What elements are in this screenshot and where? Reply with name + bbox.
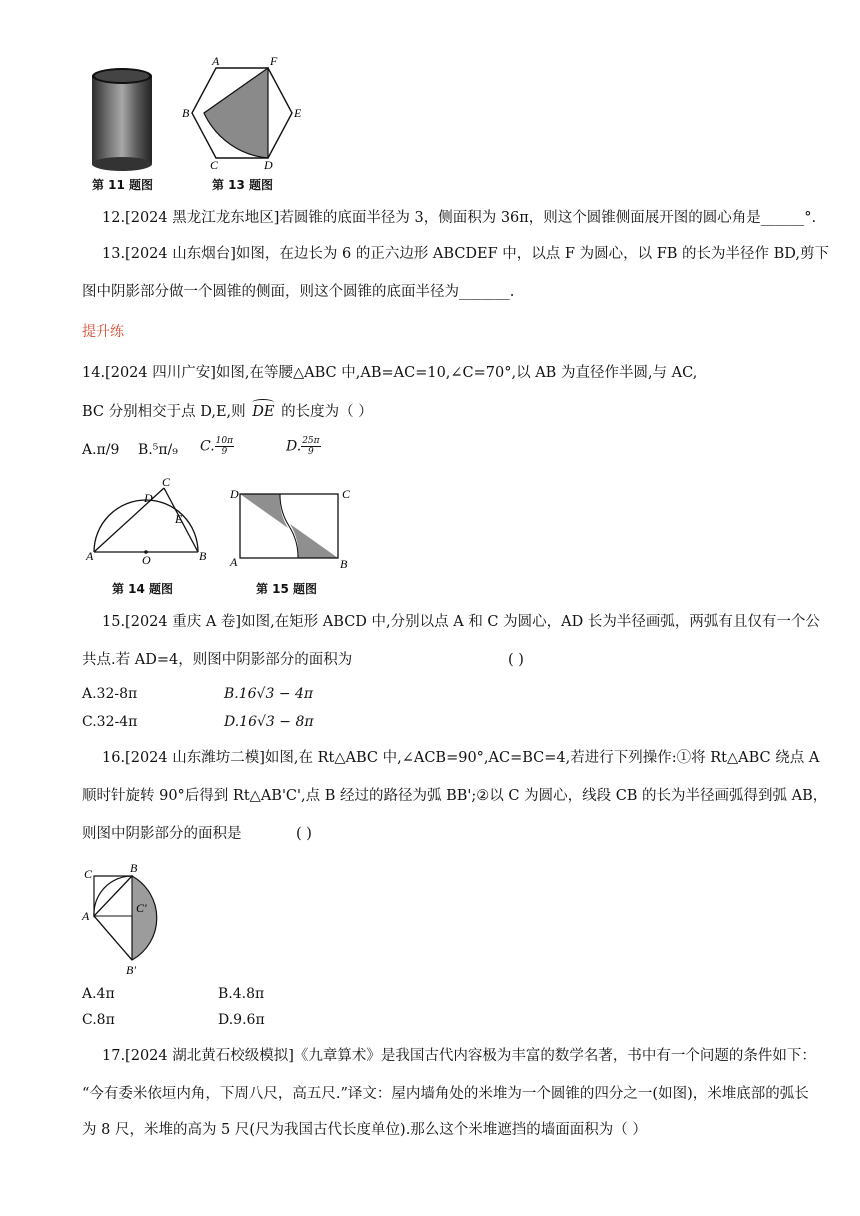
fig14-label-c: C: [162, 475, 171, 489]
section-title-improvement: 提升练: [82, 324, 124, 340]
cylinder-illustration: [82, 62, 162, 174]
q16-option-a[interactable]: A.4π: [82, 986, 115, 1002]
q15-option-a[interactable]: A.32-8π: [82, 686, 138, 702]
question-15-answer-paren: ( ): [508, 652, 524, 668]
fig16-label-b-prime: B': [126, 963, 136, 977]
fig14-label-d: D: [144, 491, 153, 505]
rectangle-arcs-diagram: [226, 484, 354, 570]
fig13-label-a: A: [212, 55, 220, 68]
q14-option-a[interactable]: A.π/9: [82, 442, 120, 458]
fig13-label-f: F: [270, 55, 278, 68]
rotation-arcs-diagram: [80, 858, 162, 978]
question-15-line1: 15.[2024 重庆 A 卷]如图,在矩形 ABCD 中,分别以点 A 和 C 为圆心，AD 长为半径画弧，两弧有且仅有一个公: [102, 614, 820, 630]
question-14-line2-prefix: BC 分别相交于点 D,E,则: [82, 404, 246, 420]
fig14-label-a: A: [86, 549, 94, 563]
question-16-line3: 则图中阴影部分的面积是: [82, 826, 242, 842]
q14-option-c-fraction: $\frac{10\pi}{9}$: [215, 436, 234, 457]
fig14-label-e: E: [175, 512, 183, 526]
hexagon-diagram: [180, 55, 310, 173]
fig13-label-d: D: [264, 158, 273, 172]
question-16-line1: 16.[2024 山东潍坊二模]如图,在 Rt△ABC 中,∠ACB=90°,AC=BC=4,若进行下列操作:①将 Rt△ABC 绕点 A: [102, 750, 820, 766]
q14-option-d-fraction: $\frac{25\pi}{9}$: [302, 436, 320, 457]
q15-option-c[interactable]: C.32-4π: [82, 714, 138, 730]
fig16-label-c-prime: C': [136, 901, 147, 915]
question-14-line2-suffix: 的长度为（ ）: [281, 404, 373, 420]
figure-13-caption: 第 13 题图: [212, 178, 274, 192]
q14-option-c[interactable]: C. $\frac{10\pi}{9}$: [200, 436, 234, 457]
fig13-label-e: E: [294, 106, 302, 120]
question-14-line1: 14.[2024 四川广安]如图,在等腰△ABC 中,AB=AC=10,∠C=70°,以 AB 为直径作半圆,与 AC,: [82, 365, 698, 381]
q15-option-d[interactable]: D.16√3 − 8π: [224, 714, 314, 730]
q15-option-b[interactable]: B.16√3 − 4π: [224, 686, 314, 702]
figure-14-semicircle: [84, 474, 214, 566]
arc-de-label: DE: [252, 402, 274, 422]
fig15-label-b: B: [340, 557, 348, 570]
question-15-line2: 共点.若 AD=4，则图中阴影部分的面积为: [82, 652, 353, 668]
fig13-label-b: B: [182, 106, 190, 120]
q16-option-b[interactable]: B.4.8π: [218, 986, 265, 1002]
question-17-line2: “今有委米依垣内角，下周八尺，高五尺.”译文：屋内墙角处的米堆为一个圆锥的四分之一(如图)，米堆底部的弧长: [82, 1086, 809, 1102]
figure-13-hexagon: [180, 55, 310, 173]
figure-11-caption: 第 11 题图: [92, 178, 154, 192]
question-12: 12.[2024 黑龙江龙东地区]若圆锥的底面半径为 3，侧面积为 36π，则这个圆锥侧面展开图的圆心角是______°.: [102, 210, 817, 226]
question-16-answer-paren: ( ): [296, 826, 312, 842]
fig15-label-c: C: [342, 487, 351, 501]
question-17-line3: 为 8 尺，米堆的高为 5 尺(尺为我国古代长度单位).那么这个米堆遮挡的墙面面积为（ ）: [82, 1122, 647, 1138]
question-17-line1: 17.[2024 湖北黄石校级模拟]《九章算术》是我国古代内容极为丰富的数学名著，书中有一个问题的条件如下：: [102, 1048, 816, 1064]
figure-11-cylinder: [82, 62, 162, 174]
fig13-label-c: C: [210, 158, 219, 172]
q16-option-c[interactable]: C.8π: [82, 1012, 115, 1028]
question-13-line1: 13.[2024 山东烟台]如图，在边长为 6 的正六边形 ABCDEF 中，以点 F 为圆心，以 FB 的长为半径作 BD,剪下: [102, 246, 830, 262]
figure-15-caption: 第 15 题图: [256, 582, 318, 596]
question-14-line2: [82, 402, 373, 422]
figure-14-caption: 第 14 题图: [112, 582, 174, 596]
figure-16-rotation: [80, 858, 162, 978]
question-16-line2: 顺时针旋转 90°后得到 Rt△AB'C',点 B 经过的路径为弧 BB';②以 C 为圆心，线段 CB 的长为半径画弧得到弧 AB，: [82, 788, 828, 804]
fig16-label-c: C: [84, 867, 93, 881]
figure-15-rectangle: [226, 484, 354, 570]
semicircle-triangle-diagram: [84, 474, 214, 566]
q16-option-d[interactable]: D.9.6π: [218, 1012, 265, 1028]
q14-option-b[interactable]: B.⁵π/₉: [138, 442, 178, 458]
fig16-label-a: A: [82, 909, 90, 923]
fig14-label-b: B: [199, 549, 207, 563]
fig16-label-b: B: [130, 861, 138, 875]
question-13-line2: 图中阴影部分做一个圆锥的侧面，则这个圆锥的底面半径为_______.: [82, 284, 515, 300]
fig15-label-d: D: [230, 487, 239, 501]
fig15-label-a: A: [230, 555, 238, 569]
q14-option-d[interactable]: D. $\frac{25\pi}{9}$: [286, 436, 320, 457]
fig14-label-o: O: [142, 553, 151, 566]
